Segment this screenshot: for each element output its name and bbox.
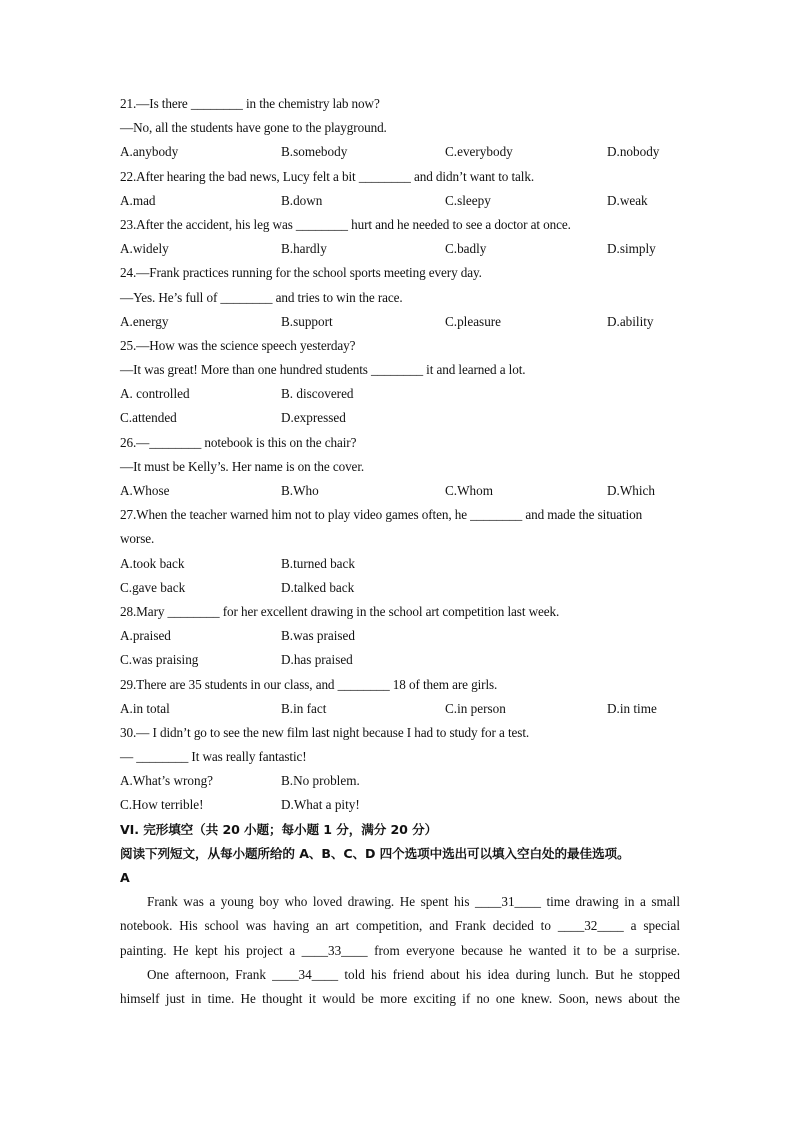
options-row xyxy=(120,189,680,213)
question-stem: 26.—________ notebook is this on the chair? xyxy=(120,434,357,450)
passage-line: painting. He kept his project a ____33____ from everyone because he wanted it to be a surprise. xyxy=(120,942,680,958)
options-row xyxy=(120,237,680,261)
options-row xyxy=(120,552,680,576)
option-d: D.Which xyxy=(607,483,655,498)
question-stem: 24.—Frank practices running for the school sports meeting every day. xyxy=(120,265,482,281)
options-row xyxy=(120,793,680,817)
option-c: C.in person xyxy=(445,700,506,716)
question-block xyxy=(120,334,680,431)
question-block xyxy=(120,673,680,721)
options-row xyxy=(120,648,680,672)
option-b: B.turned back xyxy=(281,555,355,571)
options-row xyxy=(120,769,680,793)
option-b: B.somebody xyxy=(281,144,348,160)
option-a: A.anybody xyxy=(120,144,179,160)
option-d: D.ability xyxy=(607,313,654,329)
question-line: —It must be Kelly’s. Her name is on the cover. xyxy=(120,458,365,474)
option-b: B.was praised xyxy=(281,628,355,644)
question-stem: 28.Mary ________ for her excellent drawing in the school art competition last week. xyxy=(120,603,560,619)
question-line: —No, all the students have gone to the playground. xyxy=(120,120,387,136)
options-row xyxy=(120,382,680,406)
section-heading: VI. 完形填空（共 20 小题；每小题 1 分，满分 20 分） xyxy=(120,821,438,837)
option-b: B.support xyxy=(281,313,333,329)
option-a: A.widely xyxy=(120,241,169,257)
options-row xyxy=(120,479,680,503)
options-row xyxy=(120,310,680,334)
option-b: B.in fact xyxy=(281,700,327,716)
options-row xyxy=(120,624,680,648)
question-line: —Yes. He’s full of ________ and tries to win the race. xyxy=(120,289,403,305)
question-stem: 27.When the teacher warned him not to play video games often, he ________ and made the situation xyxy=(120,507,643,523)
question-line: — ________ It was really fantastic! xyxy=(120,749,307,765)
question-block xyxy=(120,165,680,213)
question-line: —It was great! More than one hundred students ________ it and learned a lot. xyxy=(120,362,526,378)
question-block xyxy=(120,431,680,504)
options-row xyxy=(120,406,680,430)
option-a: A.energy xyxy=(120,313,169,329)
options-row xyxy=(120,576,680,600)
option-c: C.badly xyxy=(445,241,487,257)
option-d: D.nobody xyxy=(607,144,660,160)
option-b: B.down xyxy=(281,192,323,208)
passage-line: One afternoon, Frank ____34____ told his friend about his idea during lunch. But he stopped xyxy=(147,966,680,982)
option-b: B. discovered xyxy=(281,386,354,402)
passage-line: himself just in time. He thought it would be more exciting if no one knew. Soon, news about the xyxy=(120,991,680,1006)
question-block xyxy=(120,721,680,818)
question-block xyxy=(120,92,680,165)
option-d: D.expressed xyxy=(281,410,346,426)
option-a: A.praised xyxy=(120,628,171,644)
options-row xyxy=(120,697,680,721)
question-block xyxy=(120,503,680,600)
option-c: C.Whom xyxy=(445,483,493,498)
passage-label: A xyxy=(120,870,130,885)
question-stem: 23.After the accident, his leg was ________ hurt and he needed to see a doctor at once. xyxy=(120,216,571,232)
option-b: B.No problem. xyxy=(281,773,360,789)
question-block xyxy=(120,261,680,334)
option-c: C.sleepy xyxy=(445,192,491,208)
option-d: D.has praised xyxy=(281,652,353,668)
option-d: D.talked back xyxy=(281,579,355,595)
option-c: C.was praising xyxy=(120,652,199,668)
question-stem: 21.—Is there ________ in the chemistry lab now? xyxy=(120,96,380,111)
option-a: A.mad xyxy=(120,192,156,208)
question-block xyxy=(120,600,680,673)
question-stem: 30.— I didn’t go to see the new film last night because I had to study for a test. xyxy=(120,724,530,740)
option-d: D.in time xyxy=(607,700,657,716)
passage-line: notebook. His school was having an art competition, and Frank decided to ____32____ a special xyxy=(120,918,680,934)
option-d: D.simply xyxy=(607,241,656,257)
option-b: B.hardly xyxy=(281,241,327,257)
question-stem: 22.After hearing the bad news, Lucy felt a bit ________ and didn’t want to talk. xyxy=(120,168,535,184)
option-c: C.everybody xyxy=(445,144,513,160)
option-a: A. controlled xyxy=(120,386,190,402)
question-line: worse. xyxy=(120,531,155,547)
options-row xyxy=(120,140,680,164)
question-stem: 25.—How was the science speech yesterday? xyxy=(120,337,356,353)
option-a: A.What’s wrong? xyxy=(120,773,214,789)
option-a: A.Whose xyxy=(120,483,170,498)
question-block xyxy=(120,213,680,261)
passage-line: Frank was a young boy who loved drawing. He spent his ____31____ time drawing in a small xyxy=(147,894,680,910)
section-instruction: 阅读下列短文，从每小题所给的 A、B、C、D 四个选项中选出可以填入空白处的最佳选项。 xyxy=(120,845,630,861)
exam-page xyxy=(120,92,680,1011)
option-c: C.How terrible! xyxy=(120,797,204,813)
question-stem: 29.There are 35 students in our class, and ________ 18 of them are girls. xyxy=(120,676,498,692)
option-c: C.attended xyxy=(120,410,177,426)
option-a: A.took back xyxy=(120,555,185,571)
option-a: A.in total xyxy=(120,700,170,716)
option-d: D.What a pity! xyxy=(281,797,360,813)
option-b: B.Who xyxy=(281,483,319,498)
option-d: D.weak xyxy=(607,192,648,208)
option-c: C.gave back xyxy=(120,579,186,595)
option-c: C.pleasure xyxy=(445,313,502,329)
